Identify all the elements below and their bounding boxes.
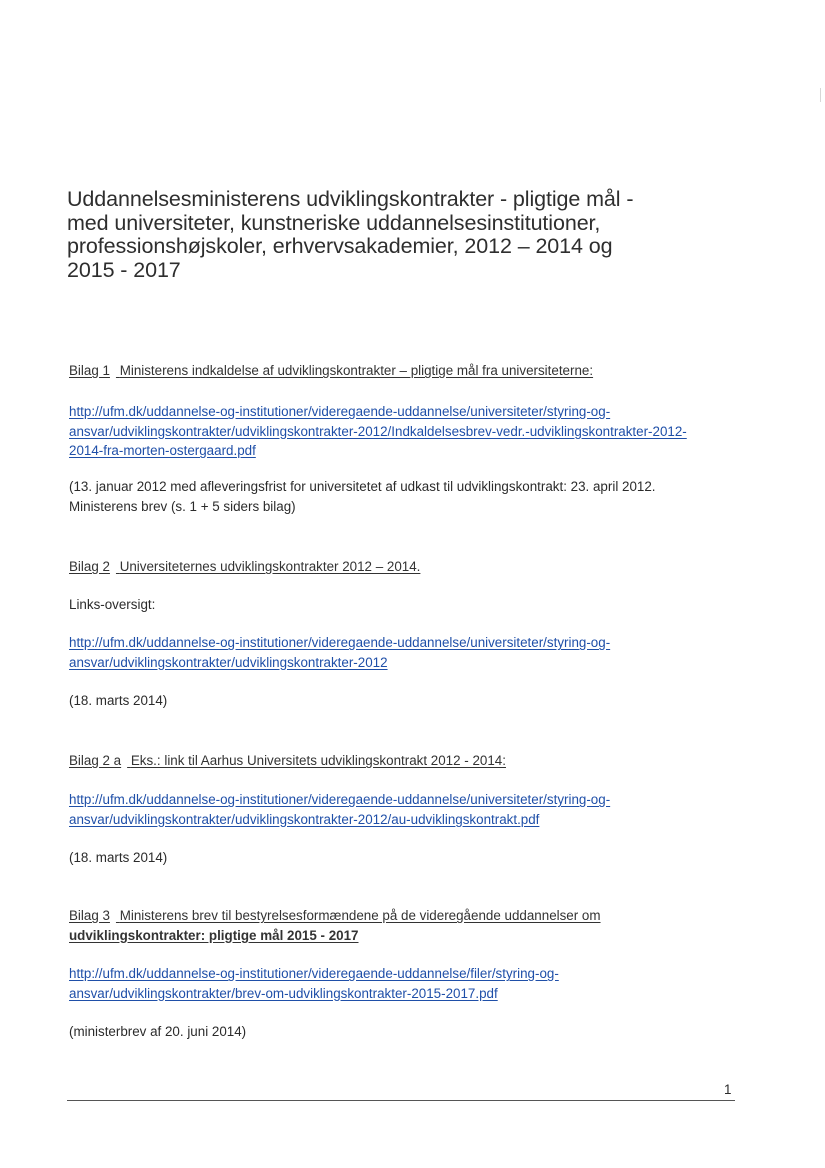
link-line: http://ufm.dk/uddannelse-og-institutioner/videregaende-uddannelse/filer/styring-og-	[69, 966, 559, 981]
link-line: ansvar/udviklingskontrakter/brev-om-udviklingskontrakter-2015-2017.pdf	[69, 985, 498, 1001]
bilag-1-label: Bilag 1	[69, 363, 110, 378]
bilag-2a-link[interactable]	[69, 790, 749, 829]
bilag-1-heading	[69, 361, 749, 381]
bilag-1-note	[69, 477, 749, 516]
link-line: http://ufm.dk/uddannelse-og-institutioner/videregaende-uddannelse/universiteter/styring-og-	[69, 404, 611, 419]
title-line: professionshøjskoler, erhvervsakademier, 2012 – 2014 og	[67, 234, 613, 258]
bilag-3-link[interactable]	[69, 964, 749, 1003]
bilag-2a-section	[69, 751, 749, 771]
bilag-2-section	[69, 557, 749, 577]
bilag-1-text: Ministerens indkaldelse af udviklingskontrakter – pligtige mål fra universiteterne:	[119, 363, 594, 378]
bilag-3-bold-text: udviklingskontrakter: pligtige mål 2015 - 2017	[69, 927, 359, 943]
bilag-2-note: (18. marts 2014)	[69, 693, 168, 708]
scan-artifact	[820, 88, 821, 102]
bilag-2-links-overview-label: Links-oversigt:	[69, 597, 156, 612]
bilag-2-heading	[69, 557, 749, 577]
title-line: Uddannelsesministerens udviklingskontrakter - pligtige mål -	[67, 187, 634, 211]
document-title	[67, 187, 634, 282]
link-line: ansvar/udviklingskontrakter/udviklingskontrakter-2012/Indkaldelsesbrev-vedr.-udviklingskontrakter-2012-	[69, 423, 687, 439]
bilag-2-link[interactable]	[69, 633, 749, 672]
bilag-3-section	[69, 906, 749, 945]
link-line: http://ufm.dk/uddannelse-og-institutioner/videregaende-uddannelse/universiteter/styring-og-	[69, 792, 611, 807]
footer-divider	[67, 1100, 735, 1101]
note-line: (13. januar 2012 med afleveringsfrist for universitetet af udkast til udviklingskontrakt: 23. april 2012.	[69, 479, 656, 494]
bilag-2a-label: Bilag 2 a	[69, 753, 122, 768]
bilag-3-heading-bold	[69, 926, 749, 946]
bilag-1-section	[69, 361, 749, 381]
bilag-2a-heading	[69, 751, 749, 771]
bilag-2a-note: (18. marts 2014)	[69, 850, 168, 865]
bilag-3-heading	[69, 906, 749, 926]
link-line: 2014-fra-morten-ostergaard.pdf	[69, 443, 256, 458]
link-line: ansvar/udviklingskontrakter/udviklingskontrakter-2012	[69, 654, 388, 670]
bilag-3-text: Ministerens brev til bestyrelsesformændene på de videregående uddannelser om	[119, 908, 601, 923]
bilag-2a-text: Eks.: link til Aarhus Universitets udviklingskontrakt 2012 - 2014:	[130, 753, 506, 768]
bilag-1-link[interactable]	[69, 402, 749, 461]
title-line: med universiteter, kunstneriske uddannelsesinstitutioner,	[67, 210, 601, 235]
bilag-2-text: Universiteternes udviklingskontrakter 2012 – 2014.	[119, 559, 421, 574]
bilag-3-label: Bilag 3	[69, 908, 110, 923]
title-line: 2015 - 2017	[67, 257, 181, 282]
link-line: ansvar/udviklingskontrakter/udviklingskontrakter-2012/au-udviklingskontrakt.pdf	[69, 811, 540, 827]
bilag-2-label: Bilag 2	[69, 559, 110, 574]
bilag-3-note: (ministerbrev af 20. juni 2014)	[69, 1024, 247, 1039]
link-line: http://ufm.dk/uddannelse-og-institutioner/videregaende-uddannelse/universiteter/styring-og-	[69, 635, 611, 650]
note-line: Ministerens brev (s. 1 + 5 siders bilag)	[69, 498, 296, 514]
page-number: 1	[724, 1082, 732, 1097]
